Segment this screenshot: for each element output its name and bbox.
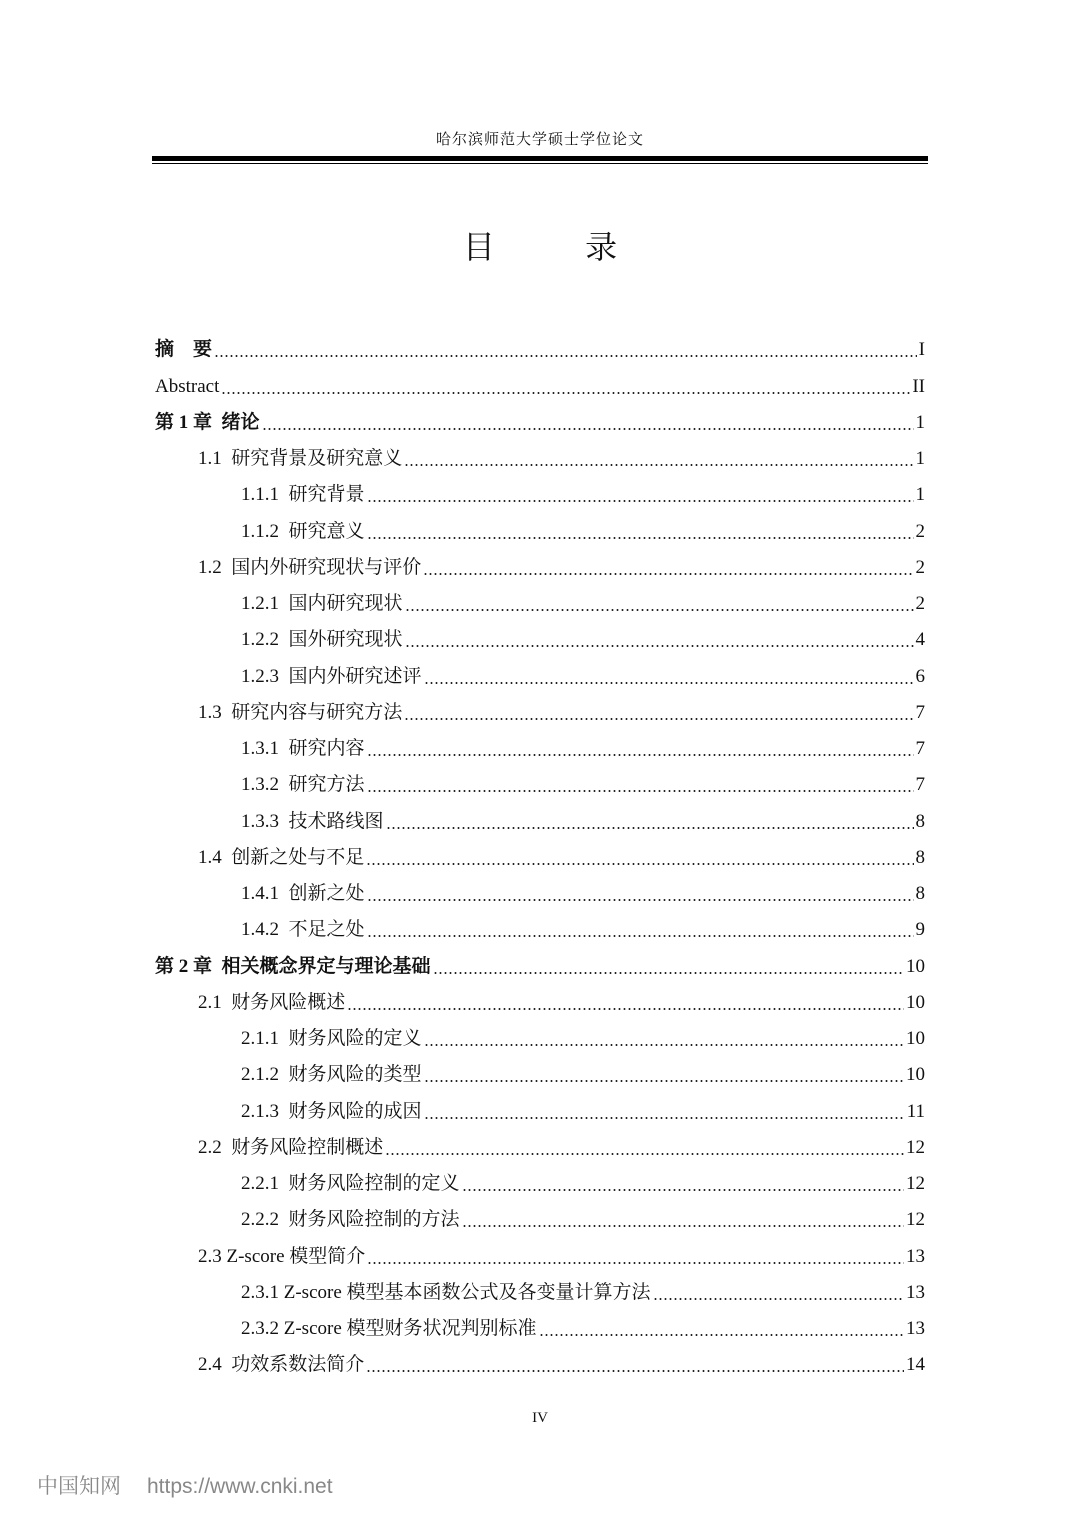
- dot-leader: [385, 1153, 904, 1155]
- toc-entry-label: 2.1 财务风险概述: [198, 991, 346, 1013]
- toc-entry[interactable]: [155, 1307, 925, 1343]
- toc-entry-page: 14: [906, 1354, 925, 1376]
- toc-entry-label: 1.1 研究背景及研究意义: [198, 448, 403, 469]
- dot-leader: [367, 899, 914, 901]
- toc-entry[interactable]: [155, 509, 925, 545]
- toc-entry-page: 1: [915, 448, 925, 469]
- toc-entry-page: 4: [915, 629, 925, 651]
- toc-entry[interactable]: [155, 981, 925, 1017]
- table-of-contents: [155, 328, 925, 1379]
- toc-entry-page: 7: [915, 738, 925, 759]
- dot-leader: [367, 500, 914, 502]
- toc-entry-label: 摘 要: [155, 339, 213, 361]
- toc-entry-label: 2.3.1 Z-score 模型基本函数公式及各变量计算方法: [241, 1281, 651, 1303]
- toc-entry[interactable]: [155, 836, 925, 872]
- toc-entry[interactable]: [155, 944, 925, 980]
- toc-entry[interactable]: [155, 1053, 925, 1089]
- toc-entry-page: 10: [906, 955, 925, 977]
- page-number: IV: [532, 1410, 548, 1426]
- dot-leader: [424, 1044, 904, 1046]
- toc-entry-label: 1.2.3 国内外研究述评: [241, 665, 422, 687]
- dot-leader: [433, 972, 904, 974]
- toc-entry[interactable]: [155, 799, 925, 835]
- dot-leader: [539, 1334, 904, 1336]
- dot-leader: [424, 682, 914, 684]
- running-header: 哈尔滨师范大学硕士学位论文: [435, 130, 644, 148]
- dot-leader: [424, 1117, 905, 1119]
- toc-entry-page: 10: [906, 1028, 925, 1049]
- toc-entry[interactable]: [155, 763, 925, 799]
- dot-leader: [366, 1370, 904, 1372]
- toc-entry[interactable]: [155, 546, 925, 582]
- toc-entry-page: 8: [915, 810, 925, 832]
- toc-entry[interactable]: [155, 437, 925, 473]
- toc-entry[interactable]: [155, 908, 925, 944]
- toc-entry-label: 2.4 功效系数法简介: [198, 1354, 365, 1376]
- toc-entry[interactable]: [155, 582, 925, 618]
- toc-entry-label: 2.3 Z-score 模型简介: [198, 1245, 366, 1267]
- toc-entry-page: 1: [915, 411, 925, 433]
- toc-entry-page: 1: [915, 484, 925, 506]
- dot-leader: [405, 609, 914, 611]
- watermark-url[interactable]: https://www.cnki.net: [147, 1475, 333, 1498]
- dot-leader: [367, 1262, 904, 1264]
- dot-leader: [404, 718, 913, 720]
- toc-entry-label: 1.3 研究内容与研究方法: [198, 701, 403, 723]
- dot-leader: [214, 355, 917, 357]
- dot-leader: [367, 537, 914, 539]
- toc-entry-label: 2.2.2 财务风险控制的方法: [241, 1209, 460, 1231]
- toc-entry-page: 12: [906, 1173, 925, 1194]
- dot-leader: [462, 1225, 904, 1227]
- dot-leader: [367, 790, 914, 792]
- toc-entry-label: 1.4.1 创新之处: [241, 883, 365, 904]
- toc-entry-page: 2: [915, 593, 925, 614]
- toc-entry-label: 1.3.1 研究内容: [241, 738, 365, 759]
- toc-entry-page: 8: [915, 846, 925, 868]
- dot-leader: [221, 392, 910, 394]
- toc-entry[interactable]: [155, 691, 925, 727]
- toc-entry-label: 1.3.2 研究方法: [241, 774, 365, 796]
- toc-entry-label: 1.2.2 国外研究现状: [241, 629, 403, 651]
- toc-entry-label: 第 2 章 相关概念界定与理论基础: [155, 955, 431, 977]
- toc-entry-label: 1.2.1 国内研究现状: [241, 593, 403, 614]
- toc-entry-label: 第 1 章 绪论: [155, 411, 260, 433]
- watermark: [37, 1470, 333, 1500]
- toc-entry-label: 1.3.3 技术路线图: [241, 810, 384, 832]
- toc-entry-label: 1.4.2 不足之处: [241, 919, 365, 941]
- toc-entry[interactable]: [155, 1198, 925, 1234]
- toc-entry-page: 6: [915, 665, 925, 687]
- toc-entry-label: 1.1.1 研究背景: [241, 484, 365, 506]
- toc-entry[interactable]: [155, 401, 925, 437]
- toc-entry-label: 2.1.2 财务风险的类型: [241, 1064, 422, 1086]
- toc-entry[interactable]: [155, 1089, 925, 1125]
- watermark-brand: 中国知网: [37, 1474, 121, 1498]
- dot-leader: [424, 1080, 904, 1082]
- toc-entry-page: 13: [906, 1281, 925, 1303]
- dot-leader: [367, 754, 914, 756]
- toc-entry[interactable]: [155, 1343, 925, 1379]
- dot-leader: [423, 573, 913, 575]
- toc-entry-label: 2.1.1 财务风险的定义: [241, 1028, 422, 1049]
- toc-entry-page: 7: [915, 774, 925, 796]
- toc-entry[interactable]: [155, 654, 925, 690]
- toc-entry-label: 1.1.2 研究意义: [241, 520, 365, 542]
- header-rule-thick: [152, 156, 928, 161]
- toc-entry-page: 2: [915, 556, 925, 578]
- toc-entry[interactable]: [155, 1126, 925, 1162]
- toc-entry-page: 11: [906, 1100, 925, 1122]
- dot-leader: [404, 464, 913, 466]
- toc-entry-page: 10: [906, 991, 925, 1013]
- toc-entry-label: 2.2.1 财务风险控制的定义: [241, 1173, 460, 1194]
- toc-entry-page: 12: [906, 1136, 925, 1158]
- dot-leader: [462, 1189, 904, 1191]
- toc-entry[interactable]: [155, 1162, 925, 1198]
- toc-entry-page: 12: [906, 1209, 925, 1231]
- toc-entry-label: Abstract: [155, 375, 220, 397]
- toc-entry-label: 1.4 创新之处与不足: [198, 846, 365, 868]
- toc-entry-page: 13: [906, 1318, 925, 1339]
- header-rule-thin: [152, 163, 928, 164]
- toc-entry-page: I: [918, 339, 925, 361]
- toc-entry-page: 2: [915, 520, 925, 542]
- toc-entry-label: 2.1.3 财务风险的成因: [241, 1100, 422, 1122]
- toc-entry-page: 10: [906, 1064, 925, 1086]
- toc-entry[interactable]: [155, 727, 925, 763]
- toc-entry-page: 9: [915, 919, 925, 941]
- page-title: 目 录: [462, 228, 658, 266]
- toc-entry-label: 2.3.2 Z-score 模型财务状况判别标准: [241, 1318, 537, 1339]
- toc-entry[interactable]: [155, 618, 925, 654]
- dot-leader: [367, 935, 914, 937]
- toc-entry-page: 13: [906, 1245, 925, 1267]
- dot-leader: [366, 863, 913, 865]
- toc-entry[interactable]: [155, 328, 925, 364]
- dot-leader: [347, 1008, 904, 1010]
- toc-entry-page: 7: [915, 701, 925, 723]
- toc-entry-label: 1.2 国内外研究现状与评价: [198, 556, 422, 578]
- dot-leader: [405, 645, 914, 647]
- toc-entry[interactable]: [155, 1234, 925, 1270]
- toc-entry-page: 8: [915, 883, 925, 904]
- toc-entry-label: 2.2 财务风险控制概述: [198, 1136, 384, 1158]
- toc-entry[interactable]: [155, 1271, 925, 1307]
- toc-entry[interactable]: [155, 364, 925, 400]
- toc-entry[interactable]: [155, 1017, 925, 1053]
- dot-leader: [653, 1298, 904, 1300]
- dot-leader: [386, 827, 914, 829]
- toc-entry-page: II: [912, 375, 925, 397]
- toc-entry[interactable]: [155, 473, 925, 509]
- toc-entry[interactable]: [155, 872, 925, 908]
- dot-leader: [262, 428, 914, 430]
